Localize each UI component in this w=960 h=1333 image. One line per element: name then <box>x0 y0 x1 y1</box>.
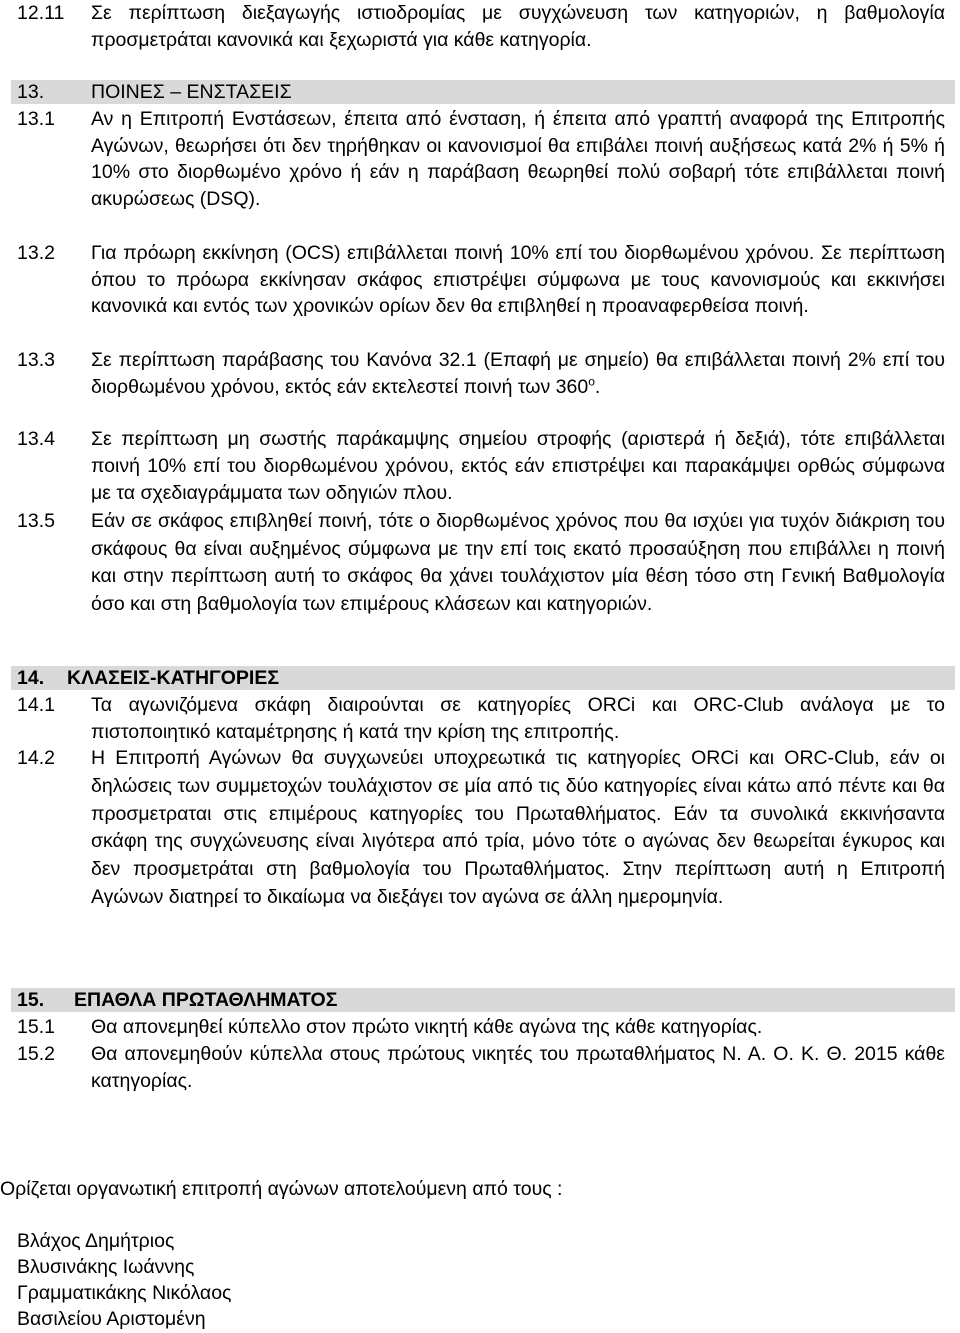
clause-13-1 <box>0 106 960 212</box>
clause-text: Σε περίπτωση μη σωστής παράκαμψης σημείου στροφής (αριστερά ή δεξιά), τότε επιβάλλεται ποινή 10% επί του διορθωμένου χρόνου, εκτός εάν επιστρέψει και παρακάμψει ορθώς σύμφωνα με τα σχεδιαγράμματα των οδηγιών πλου. <box>91 428 945 504</box>
clause-text: Σε περίπτωση διεξαγωγής ιστιοδρομίας με συγχώνευση των κατηγοριών, η βαθμολογία προσμετράται κανονικά και ξεχωριστά για κάθε κατηγορία. <box>91 2 945 51</box>
committee-members <box>17 1228 231 1332</box>
degree-superscript: ο <box>588 374 595 388</box>
clause-text-tail: . <box>594 375 601 398</box>
clause-14-1 <box>0 692 960 745</box>
clause-number: 13.5 <box>17 510 55 532</box>
clause-text: Η Επιτροπή Αγώνων θα συγχωνεύει υποχρεωτικά τις κατηγορίες ORCi και ORC-Club, εάν οι δηλώσεις των συμμετοχών τουλάχιστον σε μία από τις δύο κατηγορίες είναι κάτω από πέντε και θα προσμετραται στις επιμέρους κατηγορίες του Πρωταθλήματος. Εάν τα συνολικά εκκινήσαντα σκάφη της συγχώνευσης είναι λιγότερα από τρία, μόνο τότε ο αγώνας δεν θεωρείται έγκυρος και δεν προσμετράται στη βαθμολογία του Πρωταθλήματος. Στην περίπτωση αυτή η Επιτροπή Αγώνων διατηρεί το δικαίωμα να διεξάγει τον αγώνα σε άλλη ημερομηνία. <box>91 747 945 908</box>
section-number: 13. <box>17 81 45 103</box>
clause-13-4 <box>0 426 960 507</box>
section-title: ΕΠΑΘΛΑ ΠΡΩΤΑΘΛΗΜΑΤΟΣ <box>74 989 338 1011</box>
clause-13-5 <box>0 508 960 618</box>
clause-text: Αν η Επιτροπή Ενστάσεων, έπειτα από ένσταση, ή έπειτα από γραπτή αναφορά της Επιτροπής Αγώνων, θεωρήσει ότι δεν τηρήθηκαν οι κανονισμοί θα επιβάλει ποινή αυξήσεως κατά 2% ή 5% ή 10% στο διορθωμένο χρόνο ή εάν η παράβαση θεωρηθεί πολύ σοβαρή τότε επιβάλλεται ποινή ακυρώσεως (DSQ). <box>91 108 945 210</box>
clause-number: 13.2 <box>17 242 55 264</box>
clause-text: Εάν σε σκάφος επιβληθεί ποινή, τότε ο διορθωμένος χρόνος που θα ισχύει για τυχόν διάκριση του σκάφους θα είναι αυξημένος σύμφωνα με την επί τοις εκατό προσαύξηση που επιβάλλει η ποινή και στην περίπτωση αυτή το σκάφος θα χάνει τουλάχιστον μία θέση τόσο στη Γενική Βαθμολογία όσο και στη βαθμολογία των επιμέρους κλάσεων και κατηγοριών. <box>91 510 945 615</box>
section-title: ΚΛΑΣΕΙΣ-ΚΑΤΗΓΟΡΙΕΣ <box>67 667 280 689</box>
clause-number: 13.3 <box>17 349 55 371</box>
clause-text: Θα απονεμηθεί κύπελλο στον πρώτο νικητή κάθε αγώνα της κάθε κατηγορίας. <box>91 1016 763 1038</box>
clause-number: 12.11 <box>17 2 65 24</box>
clause-number: 14.1 <box>17 694 55 716</box>
section-title: ΠΟΙΝΕΣ – ΕΝΣΤΑΣΕΙΣ <box>91 81 292 103</box>
clause-text: Τα αγωνιζόμενα σκάφη διαιρούνται σε κατηγορίες ORCi και ORC-Club ανάλογα με το πιστοποιητικό καταμέτρησης ή κατά την κρίση της επιτροπής. <box>91 694 945 743</box>
section-number: 14. <box>17 667 45 689</box>
committee-member: Βλάχος Δημήτριος <box>17 1230 175 1252</box>
clause-text: Θα απονεμηθούν κύπελλα στους πρώτους νικητές του πρωταθλήματος Ν. Α. Ο. Κ. Θ. 2015 κάθε κατηγορίας. <box>91 1043 945 1092</box>
clause-15-1 <box>0 1014 960 1041</box>
section-number: 15. <box>17 989 45 1011</box>
committee-member: Βασιλείου Αριστομένη <box>17 1308 206 1330</box>
clause-text-wrapper <box>91 347 945 400</box>
clause-number: 15.2 <box>17 1043 55 1065</box>
section-heading-14 <box>11 666 955 690</box>
clause-number: 15.1 <box>17 1016 55 1038</box>
committee-intro: Ορίζεται οργανωτική επιτροπή αγώνων αποτελούμενη από τους : <box>0 1178 563 1200</box>
section-heading-13 <box>11 80 955 104</box>
clause-number: 14.2 <box>17 747 55 769</box>
section-heading-15 <box>11 988 955 1012</box>
committee-member: Γραμματικάκης Νικόλαος <box>17 1282 232 1304</box>
clause-text: Σε περίπτωση παράβασης του Κανόνα 32.1 (Επαφή με σημείο) θα επιβάλλεται ποινή 2% επί του διορθωμένου χρόνου, εκτός εάν εκτελεστεί ποινή των 360 <box>91 349 945 398</box>
clause-13-3 <box>0 347 960 400</box>
clause-number: 13.1 <box>17 108 55 130</box>
clause-12-11 <box>0 0 960 53</box>
clause-14-2 <box>0 745 960 912</box>
clause-13-2 <box>0 240 960 320</box>
clause-15-2 <box>0 1041 960 1094</box>
clause-text: Για πρόωρη εκκίνηση (OCS) επιβάλλεται ποινή 10% επί του διορθωμένου χρόνου. Σε περίπτωση όπου το πρόωρα εκκίνησαν σκάφος επιστρέψει σύμφωνα με τους κανονισμούς και εκκινήσει κανονικά και εντός των χρονικών ορίων δεν θα επιβληθεί η προαναφερθείσα ποινή. <box>91 242 945 317</box>
clause-number: 13.4 <box>17 428 55 450</box>
committee-member: Βλυσινάκης Ιωάννης <box>17 1256 195 1278</box>
